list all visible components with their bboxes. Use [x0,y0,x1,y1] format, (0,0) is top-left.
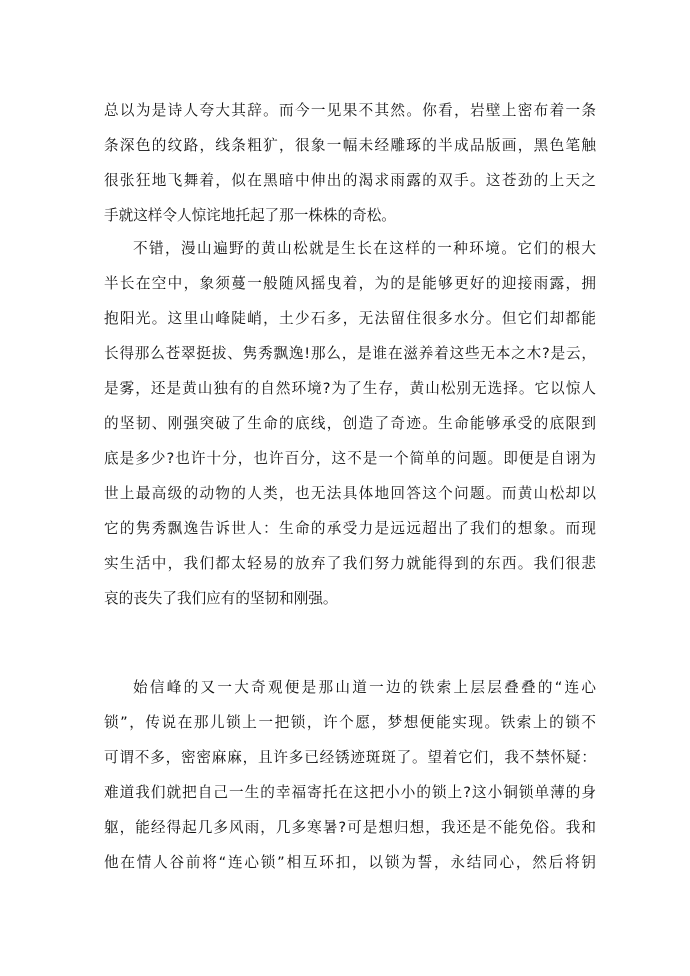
text-line: 是雾，还是黄山独有的自然环境?为了生存，黄山松别无选择。它以惊人 [104,380,596,397]
text-line: 可谓不多，密密麻麻，且许多已经锈迹斑斑了。望着它们，我不禁怀疑： [104,749,596,766]
text-line: 它的隽秀飘逸告诉世人：生命的承受力是远远超出了我们的想象。而现 [104,520,596,537]
paragraph-1 [104,93,596,233]
paragraph-2 [104,231,596,616]
text-line: 哀的丧失了我们应有的坚韧和刚强。 [104,590,338,607]
text-line: 长得那么苍翠挺拔、隽秀飘逸!那么，是谁在滋养着这些无本之木?是云， [104,345,596,362]
paragraph-3 [104,670,596,880]
text-line: 的坚韧、刚强突破了生命的底线，创造了奇迹。生命能够承受的底限到 [104,415,596,432]
text-line: 总以为是诗人夸大其辞。而今一见果不其然。你看，岩壁上密布着一条 [104,102,596,119]
text-line: 锁”，传说在那儿锁上一把锁，许个愿，梦想便能实现。铁索上的锁不 [104,714,596,731]
text-line: 他在情人谷前将“连心锁”相互环扣，以锁为誓，永结同心，然后将钥 [104,854,596,871]
text-line: 躯，能经得起几多风雨，几多寒暑?可是想归想，我还是不能免俗。我和 [104,819,596,836]
text-line: 世上最高级的动物的人类，也无法具体地回答这个问题。而黄山松却以 [104,485,596,502]
text-line: 不错，漫山遍野的黄山松就是生长在这样的一种环境。它们的根大 [133,240,596,257]
text-line: 抱阳光。这里山峰陡峭，土少石多，无法留住很多水分。但它们却都能 [104,310,596,327]
text-line: 底是多少?也许十分，也许百分，这不是一个简单的问题。即便是自诩为 [104,450,596,467]
text-line: 半长在空中，象须蔓一般随风摇曳着，为的是能够更好的迎接雨露，拥 [104,275,596,292]
text-line: 很张狂地飞舞着，似在黑暗中伸出的渴求雨露的双手。这苍劲的上天之 [104,172,596,189]
text-line: 难道我们就把自己一生的幸福寄托在这把小小的锁上?这小铜锁单薄的身 [104,784,596,801]
text-line: 手就这样令人惊诧地托起了那一株株的奇松。 [104,207,396,224]
text-line: 条深色的纹路，线条粗犷，很象一幅未经雕琢的半成品版画，黑色笔触 [104,137,596,154]
text-line: 始信峰的又一大奇观便是那山道一边的铁索上层层叠叠的“连心 [133,679,596,696]
text-line: 实生活中，我们都太轻易的放弃了我们努力就能得到的东西。我们很悲 [104,555,596,572]
